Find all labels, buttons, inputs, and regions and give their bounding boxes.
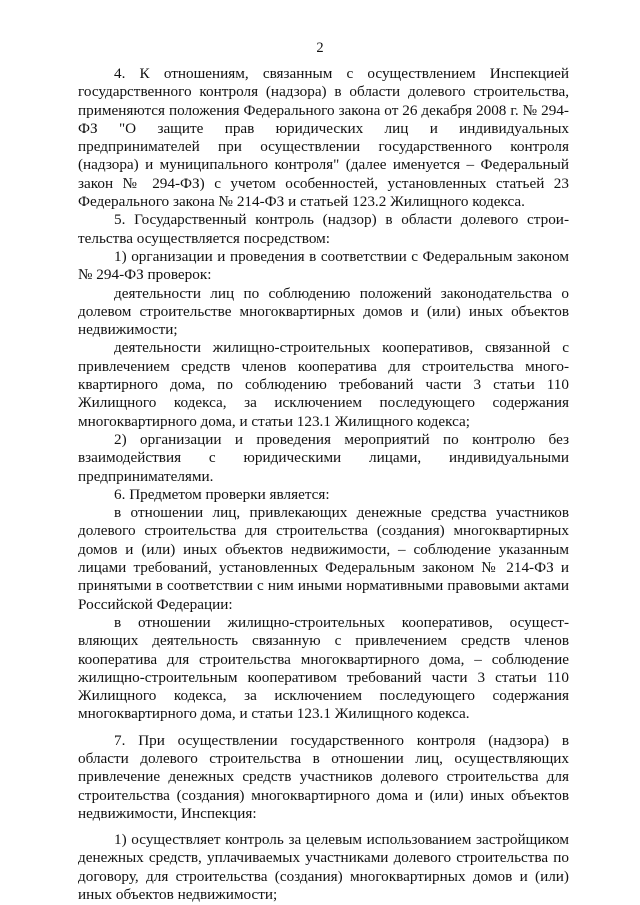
paragraph-4: 4. К отношениям, связанным с осуществлением Инспекцией государственного контроля (надзора) в области долевого строительства, применяются положения Федерального закона от 26 декабря 2008 г. № 294-ФЗ "О защите прав юридических лиц и индивидуальных предпринимателей при осуществлении государственного контроля (надзора) и муниципального контроля" (далее именуется – Федеральный закон № 294-ФЗ) с учетом особенностей, установленных статьей 23 Федерального закона № 214-ФЗ и статьей 123.2 Жилищного кодекса.: [78, 65, 569, 211]
paragraph-gap: [78, 724, 569, 732]
paragraph-5-item-1-b: деятельности жилищно-строительных кооперативов, связанной с привлечением средств членов кооператива для строительства многоквартирного дома, по соблюдению требований части 3 статьи 110 Жилищного кодекса, за исключением последующего содержания многоквартирного дома, и статьи 123.1 Жилищного кодекса;: [78, 339, 569, 430]
page-number: 2: [316, 40, 324, 56]
paragraph-6-a: в отношении лиц, привлекающих денежные средства участников долевого строительства для строительства (создания) многоквартирных домов и (или) иных объектов недвижимости, – соблюдение указанным лицами требований, установленных Федеральным законом № 214-ФЗ и принятыми в соответствии с ним иными нормативными правовыми актами Российской Федерации:: [78, 504, 569, 613]
paragraph-5-item-2: 2) организации и проведения мероприятий по контролю без взаимодействия с юридическими лицами, индивидуальными предпринимателями.: [78, 430, 569, 485]
paragraph-7: 7. При осуществлении государственного контроля (надзора) в области долевого строительства в отношении лиц, осуществляющих привлечение денежных средств участников долевого строительства для строительства (создания) многоквартирного дома и (или) иных объектов недвижимости, Инспекция:: [78, 731, 569, 822]
paragraph-6-b: в отношении жилищно-строительных кооперативов, осуществляющих деятельность связанную с привлечением средств членов кооператива для строительства многоквартирного дома, – соблюдение жилищно-строительным кооперативом требований части 3 статьи 110 Жилищного кодекса, за исключением последующего содержания многоквартирного дома, и статьи 123.1 Жилищного кодекса.: [78, 613, 569, 723]
paragraph-gap: [78, 823, 569, 831]
document-body: [78, 65, 569, 904]
paragraph-5-item-1-a: деятельности лиц по соблюдению положений законодательства о долевом строительстве многоквартирных домов и (или) иных объектов недвижимости;: [78, 284, 569, 339]
paragraph-5: 5. Государственный контроль (надзор) в области долевого строительства осуществляется посредством:: [78, 211, 569, 247]
paragraph-6: 6. Предметом проверки является:: [114, 485, 330, 503]
paragraph-5-item-1: 1) организации и проведения в соответствии с Федеральным законом № 294-ФЗ проверок:: [78, 247, 569, 284]
paragraph-7-item-1: 1) осуществляет контроль за целевым использованием застройщиком денежных средств, уплачиваемых участниками долевого строительства по договору, для строительства (создания) многоквартирных домов и (или) иных объектов недвижимости;: [78, 831, 569, 904]
